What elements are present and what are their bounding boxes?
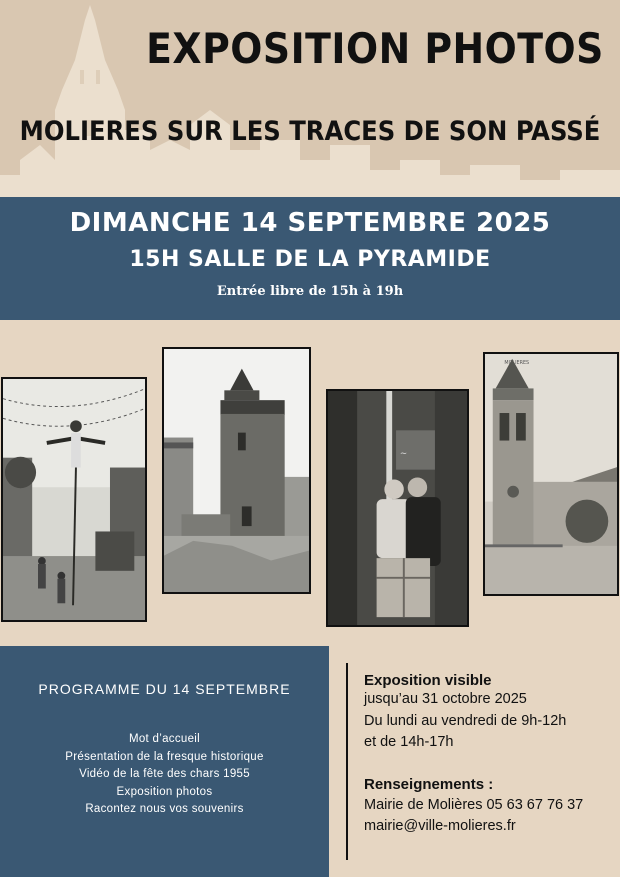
list-item: Présentation de la fresque historique [65, 750, 264, 763]
list-item: Exposition photos [116, 785, 213, 798]
svg-text:~: ~ [399, 448, 408, 459]
program-heading: PROGRAMME DU 14 SEPTEMBRE [38, 681, 291, 697]
photo-church-postcard [483, 352, 619, 596]
program-panel [0, 646, 329, 877]
visible-line: jusqu’au 31 octobre 2025 [364, 691, 527, 707]
info-panel [364, 672, 614, 838]
visible-heading: Exposition visible [364, 672, 492, 689]
page-title: EXPOSITION PHOTOS [146, 24, 604, 73]
list-item: Racontez nous vos souvenirs [85, 803, 244, 815]
photo-tower [162, 347, 311, 594]
contact-heading: Renseignements : [364, 775, 494, 793]
visible-line: et de 14h-17h [364, 734, 454, 750]
list-item: Vidéo de la fête des chars 1955 [79, 768, 250, 780]
page-subtitle: MOLIERES SUR LES TRACES DE SON PASSÉ [19, 116, 601, 147]
photo-cyclist [1, 377, 147, 622]
header-area [0, 0, 620, 197]
contact-email[interactable]: mairie@ville-molieres.fr [364, 818, 516, 834]
visible-line: Du lundi au vendredi de 9h-12h [364, 712, 567, 729]
event-date: DIMANCHE 14 SEPTEMBRE 2025 [69, 208, 551, 238]
contact-phone: Mairie de Molières 05 63 67 76 37 [364, 796, 584, 813]
event-place: 15H SALLE DE LA PYRAMIDE [129, 247, 491, 272]
photo-two-women [326, 389, 469, 627]
event-entry: Entrée libre de 15h à 19h [216, 284, 404, 299]
event-band [0, 197, 620, 320]
program-list [0, 731, 329, 819]
svg-text:MOLIERES: MOLIERES [504, 359, 530, 366]
list-item: Mot d’accueil [128, 733, 200, 745]
vertical-divider [346, 663, 348, 860]
